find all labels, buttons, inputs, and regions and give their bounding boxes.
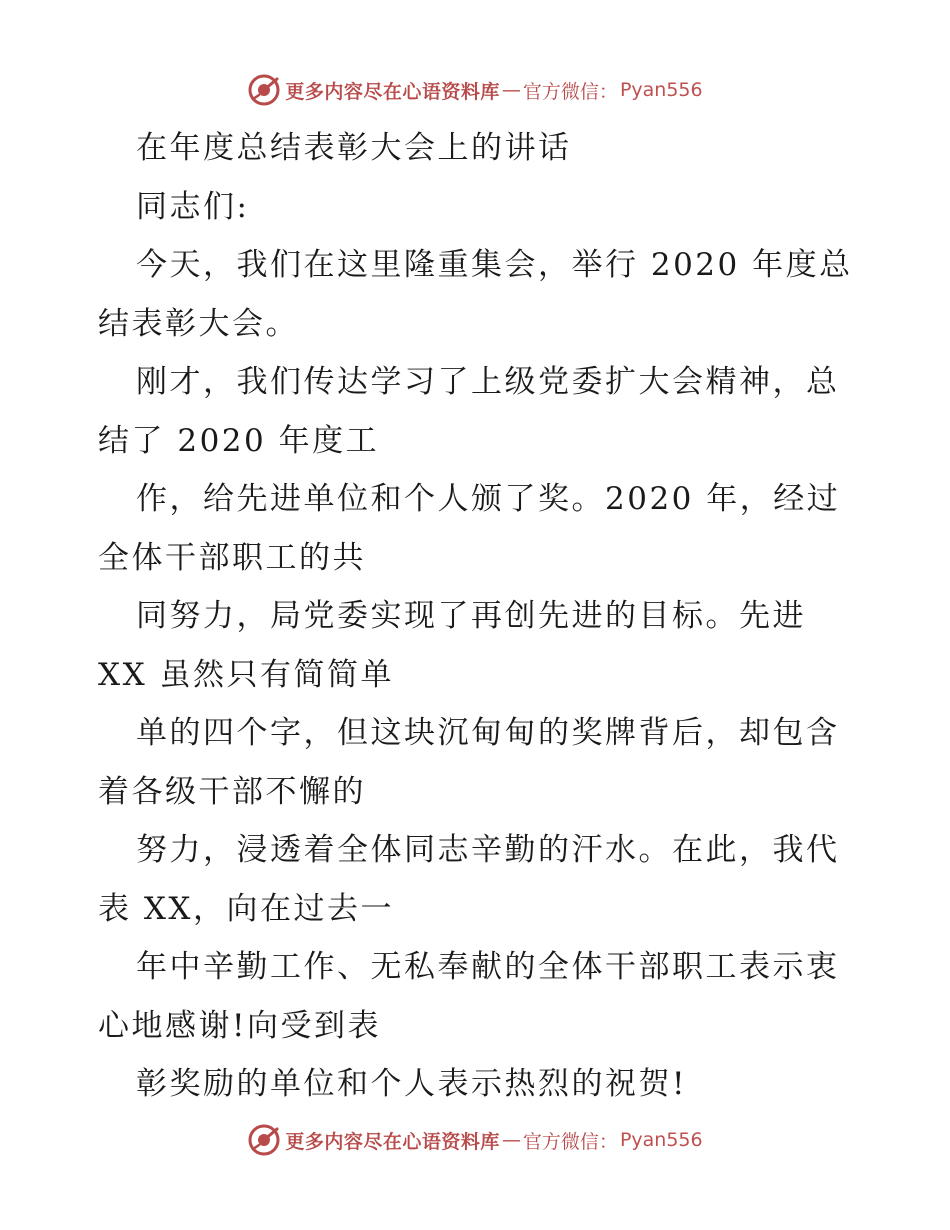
paragraph-line: 作，给先进单位和个人颁了奖。2020 年，经过 <box>136 481 841 517</box>
banner-promo-text: 更多内容尽在心语资料库 <box>285 80 500 103</box>
paragraph-line: 结了 2020 年度工 <box>98 422 380 459</box>
banner-wechat-id: Pyan556 <box>619 79 703 101</box>
salutation: 同志们: <box>136 188 250 225</box>
brand-logo-icon <box>247 1123 281 1157</box>
paragraph-line: 结表彰大会。 <box>98 305 299 342</box>
paragraph-line: XX 虽然只有简简单 <box>98 656 394 693</box>
footer-banner <box>0 1120 950 1160</box>
paragraph-line: 表 XX，向在过去一 <box>98 890 394 927</box>
paragraph-line: 全体干部职工的共 <box>98 539 366 576</box>
paragraph-line: 着各级干部不懈的 <box>98 773 366 810</box>
paragraph-line: 今天，我们在这里隆重集会，举行 2020 年度总 <box>136 247 853 283</box>
banner-wechat-label: 官方微信： <box>522 1130 618 1153</box>
document-body <box>98 119 858 1114</box>
brand-logo-icon <box>247 73 281 107</box>
banner-wechat-id: Pyan556 <box>619 1129 703 1151</box>
paragraph-line: 彰奖励的单位和个人表示热烈的祝贺! <box>136 1066 687 1102</box>
header-banner <box>0 70 950 110</box>
paragraph-line: 单的四个字，但这块沉甸甸的奖牌背后，却包含 <box>136 715 840 751</box>
paragraph-line: 同努力，局党委实现了再创先进的目标。先进 <box>136 598 806 634</box>
banner-wechat-label: 官方微信： <box>522 80 618 103</box>
document-title: 在年度总结表彰大会上的讲话 <box>136 130 572 166</box>
paragraph-line: 努力，浸透着全体同志辛勤的汗水。在此，我代 <box>136 832 840 868</box>
paragraph-line: 心地感谢!向受到表 <box>98 1007 381 1044</box>
banner-separator: — <box>501 1129 521 1151</box>
banner-separator: — <box>501 79 521 101</box>
banner-promo-text: 更多内容尽在心语资料库 <box>285 1130 500 1153</box>
paragraph-line: 刚才，我们传达学习了上级党委扩大会精神，总 <box>136 364 840 400</box>
paragraph-line: 年中辛勤工作、无私奉献的全体干部职工表示衷 <box>136 949 840 985</box>
